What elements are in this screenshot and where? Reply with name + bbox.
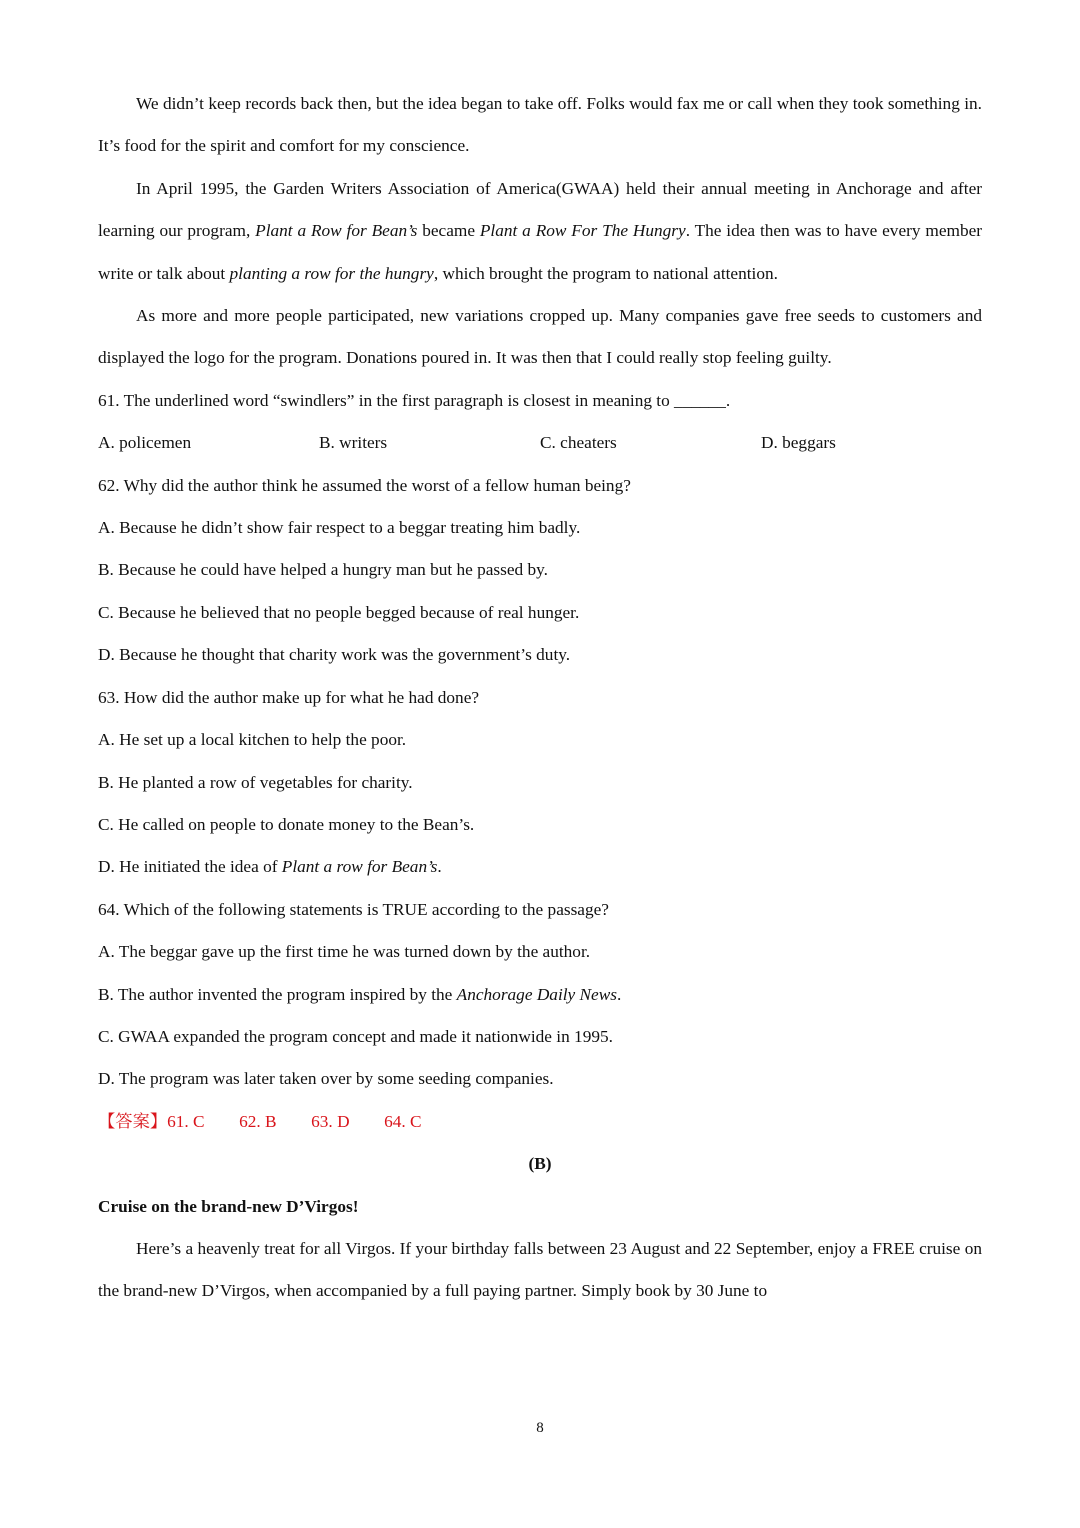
text-run: . [437, 857, 442, 877]
question-61-options [98, 422, 982, 464]
option-d [98, 846, 982, 888]
option-b [98, 974, 982, 1016]
paragraph-virgos: Here’s a heavenly treat for all Virgos. If your birthday falls between 23 August and 22 September, enjoy a FREE cruise on the brand-new D’Virgos, when accompanied by a full paying partner. Simply book by 30 June to [98, 1238, 982, 1301]
option-d: D. The program was later taken over by some seeding companies. [98, 1069, 554, 1089]
text-run: . [616, 984, 622, 1004]
paragraph-variations: As more and more people participated, new variations cropped up. Many companies gave free seeds to customers and displayed the logo for the program. Donations poured in. It was then that I could really stop feeling guilty. [98, 306, 982, 368]
answer-key: 【答案】61. C 62. B 63. D 64. C [98, 1111, 422, 1131]
option-d: D. beggars [761, 433, 836, 453]
question-64: 64. Which of the following statements is TRUE according to the passage? [98, 899, 609, 919]
question-61: 61. The underlined word “swindlers” in the first paragraph is closest in meaning to ______. [98, 390, 731, 410]
section-b-label: (B) [528, 1154, 552, 1174]
option-c: C. GWAA expanded the program concept and made it nationwide in 1995. [98, 1026, 613, 1046]
italic-run: Plant a row for Bean’s [281, 857, 438, 877]
italic-run: planting a row for the hungry [229, 263, 434, 283]
question-63: 63. How did the author make up for what he had done? [98, 687, 480, 707]
text-run: became [417, 221, 480, 241]
option-a: A. The beggar gave up the first time he was turned down by the author. [98, 942, 591, 962]
option-c: C. Because he believed that no people begged because of real hunger. [98, 602, 580, 622]
option-c: C. He called on people to donate money to the Bean’s. [98, 814, 475, 834]
section-b-title: Cruise on the brand-new D’Virgos! [98, 1196, 359, 1216]
paragraph-gwaa [98, 168, 982, 295]
text-run: In April 1995, the Garden Writers Association of America(GWAA) held their annual meeting in Anchorage and after learning our program, [98, 178, 982, 241]
question-62: 62. Why did the author think he assumed the worst of a fellow human being? [98, 475, 631, 495]
italic-run: Plant a Row for Bean’s [255, 221, 418, 241]
text-run: , which brought the program to national attention. [433, 263, 778, 283]
paragraph-records: We didn’t keep records back then, but the idea began to take off. Folks would fax me or call when they took something in. It’s food for the spirit and comfort for my conscience. [98, 94, 982, 156]
option-b: B. writers [319, 433, 388, 453]
page-number: 8 [536, 1420, 544, 1436]
option-a: A. Because he didn’t show fair respect to a beggar treating him badly. [98, 518, 581, 538]
option-c: C. cheaters [540, 433, 617, 453]
text-run: D. He initiated the idea of [98, 857, 282, 877]
option-b: B. He planted a row of vegetables for charity. [98, 772, 413, 792]
option-b: B. Because he could have helped a hungry man but he passed by. [98, 560, 548, 580]
text-run: B. The author invented the program inspired by the [98, 984, 457, 1004]
italic-run: Anchorage Daily News [456, 984, 617, 1004]
italic-run: Plant a Row For The Hungry [479, 221, 686, 241]
document-page [98, 83, 982, 1313]
option-d: D. Because he thought that charity work was the government’s duty. [98, 645, 571, 665]
text-run: . The idea then was to have every member write or talk about [98, 221, 983, 283]
option-a: A. policemen [98, 433, 192, 453]
option-a: A. He set up a local kitchen to help the poor. [98, 730, 407, 750]
